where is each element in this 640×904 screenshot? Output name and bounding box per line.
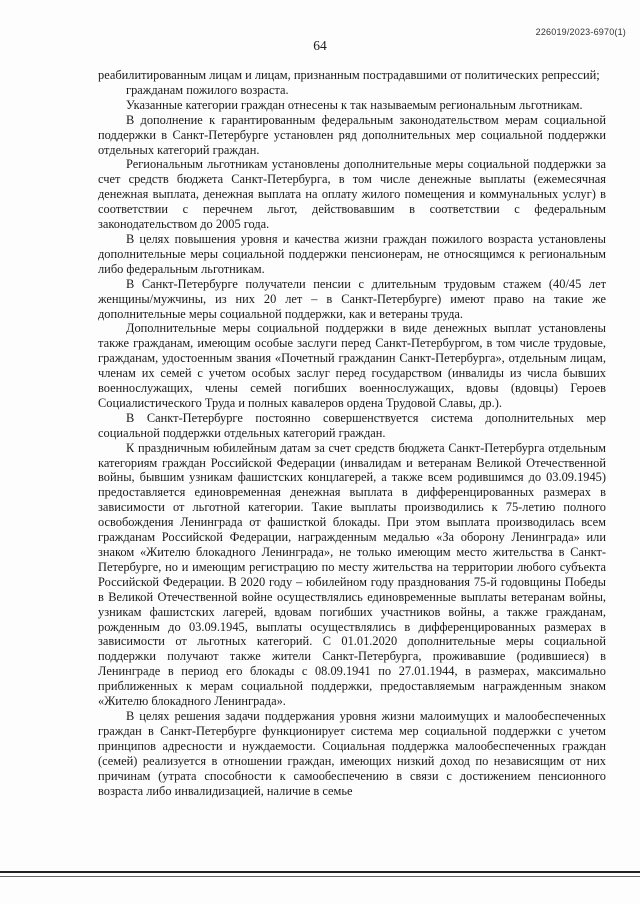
paragraph: В целях решения задачи поддержания уровня жизни малоимущих и малообеспеченных граждан в Санкт-Петербурге функционирует система мер социальной поддержки с учетом принципов адресности и нуждаемости. Социальная поддержка малообеспеченных граждан (семей) реализуется в отношении граждан, имеющих низкий доход по независящим от них причинам (утрата способности к самообеспечению в связи с достижением пенсионного возраста либо инвалидизацией, наличие в семье — [98, 708, 606, 798]
paragraph: В дополнение к гарантированным федеральным законодательством мерам социальной поддержки в Санкт-Петербурге установлен ряд дополнительных мер социальной поддержки отдельных категорий граждан. — [98, 112, 606, 157]
document-id-stamp: 226019/2023-6970(1) — [535, 27, 626, 37]
paragraph: В целях повышения уровня и качества жизни граждан пожилого возраста установлены дополнительные меры социальной поддержки пенсионерам, не относящимся к региональным либо федеральным льготникам. — [98, 231, 606, 276]
scan-edge-line-secondary — [0, 876, 640, 877]
paragraph: Дополнительные меры социальной поддержки в виде денежных выплат установлены также гражданам, имеющим особые заслуги перед Санкт-Петербургом, в том числе трудовые, гражданам, удостоенным звания «Почетный гражданин Санкт-Петербурга», отдельным лицам, членам их семей с учетом особых заслуг перед государством (инвалиды из числа бывших военнослужащих, члены семей погибших военнослужащих, вдовы (вдовцы) Героев Социалистического Труда и полных кавалеров ордена Трудовой Славы, др.). — [98, 321, 606, 410]
paragraph: В Санкт-Петербурге постоянно совершенствуется система дополнительных мер социальной поддержки отдельных категорий граждан. — [98, 410, 606, 440]
paragraph: В Санкт-Петербурге получатели пенсии с длительным трудовым стажем (40/45 лет женщины/мужчины, из них 20 лет – в Санкт-Петербурге) имеют право на такие же дополнительные меры социальной поддержки, как и ветераны труда. — [98, 276, 606, 321]
paragraph: К праздничным юбилейным датам за счет средств бюджета Санкт-Петербурга отдельным категориям граждан Российской Федерации (инвалидам и ветеранам Великой Отечественной войны, бывшим узникам фашистских концлагерей, а также всем родившимся до 03.09.1945) предоставляется единовременная денежная выплата в дифференцированных размерах в зависимости от льготной категории. Такие выплаты производились к 75-летию полного освобождения Ленинграда от фашисткой блокады. При этом выплата производилась всем гражданам Российской Федерации, награжденным медалью «За оборону Ленинграда» или знаком «Жителю блокадного Ленинграда», не только имеющим место жительства в Санкт-Петербурге, но и имеющим регистрацию по месту жительства на территории любого субъекта Российской Федерации. В 2020 году – юбилейном году празднования 75-й годовщины Победы в Великой Отечественной войне осуществлялись единовременные выплаты ветеранам войны, узникам фашистских лагерей, вдовам погибших участников войны, а также гражданам, рожденным до 03.09.1945, выплаты осуществлялись в дифференцированных размерах в зависимости от льготных категорий. С 01.01.2020 дополнительные меры социальной поддержки получают также жители Санкт-Петербурга, проживавшие (родившиеся) в Ленинграде в период его блокады с 08.09.1941 по 27.01.1944, в размерах, максимально приближенных к мерам социальной поддержки, предоставляемым награжденным знаком «Жителю блокадного Ленинграда». — [98, 440, 606, 709]
page-number: 64 — [313, 38, 327, 53]
paragraph: Региональным льготникам установлены дополнительные меры социальной поддержки за счет средств бюджета Санкт-Петербурга, в том числе денежные выплаты (ежемесячная денежная выплата, денежная выплата на оплату жилого помещения и коммунальных услуг) в соответствии с перечнем льгот, действовавшим в соответствии с федеральным законодательством до 2005 года. — [98, 157, 606, 232]
paragraph: гражданам пожилого возраста. — [126, 82, 289, 97]
paragraph: реабилитированным лицам и лицам, признанным пострадавшими от политических репрессий; — [98, 68, 600, 82]
body-text — [98, 68, 606, 798]
paragraph: Указанные категории граждан отнесены к так называемым региональным льготникам. — [126, 97, 583, 112]
scan-edge-line — [0, 871, 640, 873]
